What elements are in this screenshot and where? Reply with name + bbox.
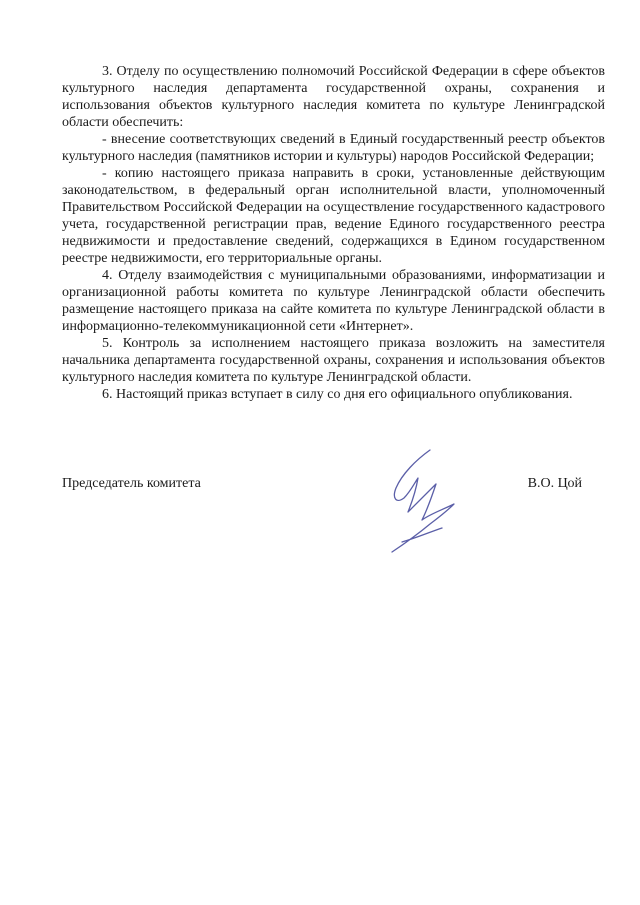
- paragraph-3-item-copy: - копию настоящего приказа направить в сроки, установленные действующим законодательством, в федеральный орган исполнительной власти, уполномоченный Правительством Российской Федерации на осуществление государственного кадастрового учета, государственной регистрации прав, ведение Единого государственного реестра недвижимости и предоставление сведений, содержащихся в Едином государственном реестре недвижимости, его территориальные органы.: [62, 166, 605, 266]
- document-body: [62, 63, 605, 403]
- signatory-name: В.О. Цой: [527, 476, 582, 491]
- paragraph-5: 5. Контроль за исполнением настоящего приказа возложить на заместителя начальника департамента государственной охраны, сохранения и использования объектов культурного наследия комитета по культуре Ленинградской области.: [62, 336, 605, 385]
- signatory-title: Председатель комитета: [62, 476, 201, 491]
- paragraph-3: 3. Отделу по осуществлению полномочий Российской Федерации в сфере объектов культурного наследия департамента государственной охраны, сохранения и использования объектов культурного наследия комитета по культуре Ленинградской области обеспечить:: [62, 64, 605, 130]
- signature-block: [62, 476, 582, 496]
- handwritten-signature: [372, 444, 476, 556]
- paragraph-4: 4. Отделу взаимодействия с муниципальными образованиями, информатизации и организационной работы комитета по культуре Ленинградской области обеспечить размещение настоящего приказа на сайте комитета по культуре Ленинградской области в информационно-телекоммуникационной сети «Интернет».: [62, 268, 605, 334]
- paragraph-3-item-registry: - внесение соответствующих сведений в Единый государственный реестр объектов культурного наследия (памятников истории и культуры) народов Российской Федерации;: [62, 132, 605, 164]
- paragraph-6: 6. Настоящий приказ вступает в силу со дня его официального опубликования.: [102, 387, 573, 402]
